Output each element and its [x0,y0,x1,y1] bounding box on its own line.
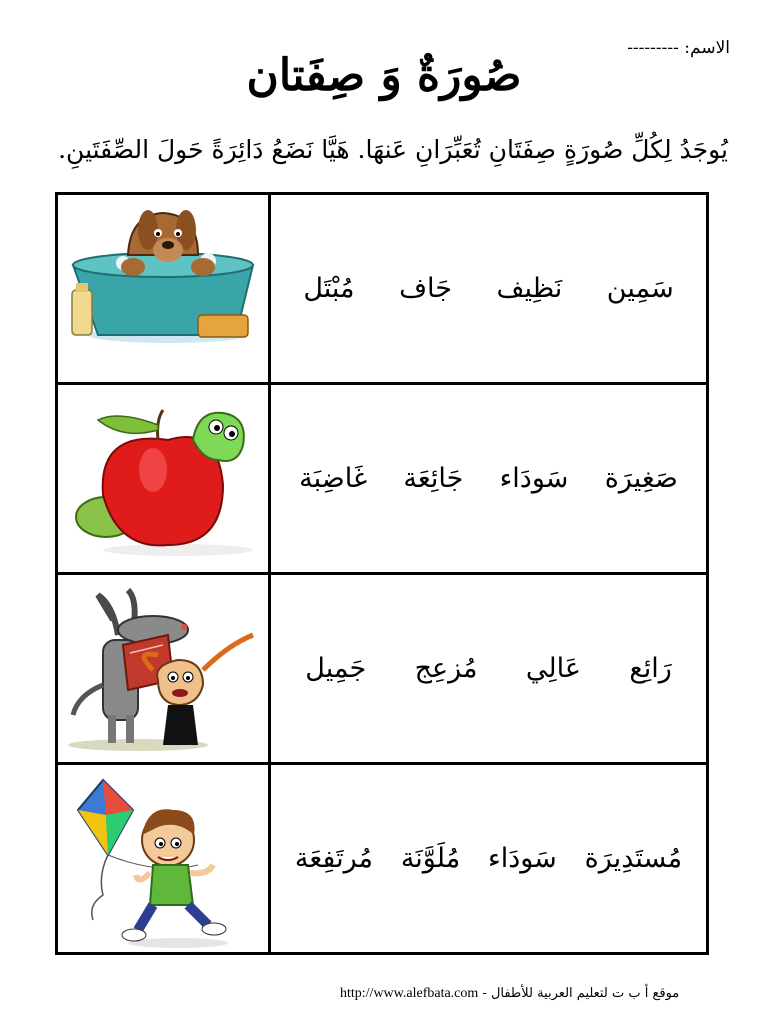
adjective-option[interactable]: جَاف [399,273,452,304]
adjective-option[interactable]: سَودَاء [488,843,557,874]
adjective-option[interactable]: مُرتَفِعَة [294,843,373,874]
footer-url[interactable]: http://www.alefbata.com [340,986,479,1001]
table-row [58,385,706,575]
picture-cell [58,195,271,382]
adjective-option[interactable]: رَائِع [629,653,672,684]
picture-cell [58,765,271,952]
adjective-option[interactable]: جَمِيل [305,653,367,684]
adjective-option[interactable]: مُزعِج [414,653,478,684]
adjective-option[interactable]: عَالِي [525,653,581,684]
adjective-list [271,765,706,952]
apple-with-worm-icon [58,385,268,572]
page-title: صُورَةٌ وَ صِفَتان [246,50,522,101]
adjective-option[interactable]: غَاضِبَة [299,463,368,494]
adjective-option[interactable]: نَظِيف [496,273,563,304]
worksheet-table [55,192,709,955]
name-field-label: الاسم: --------- [627,38,730,58]
adjective-option[interactable]: صَغِيرَة [604,463,678,494]
table-row [58,195,706,385]
picture-cell [58,575,271,762]
adjective-option[interactable]: مُستَدِيرَة [584,843,683,874]
table-row [58,575,706,765]
adjective-option[interactable]: سَودَاء [499,463,569,494]
donkey-singing-girl-icon [58,575,268,762]
picture-cell [58,385,271,572]
adjective-list [271,195,706,382]
adjective-list [271,385,706,572]
footer [340,986,740,1002]
adjective-list [271,575,706,762]
instruction-text: يُوجَدُ لِكُلِّ صُورَةٍ صِفَتَانِ تُعَبِّرَانِ عَنهَا. هَيَّا نَضَعُ دَائِرَةً حَولَ الصِّفَتَينِ. [58,135,728,164]
dog-in-bathtub-icon [58,195,268,382]
table-row [58,765,706,952]
adjective-option[interactable]: سَمِين [606,273,674,304]
adjective-option[interactable]: مُبْتَل [303,273,355,304]
footer-site-name: موقع أ ب ت لتعليم العربية للأطفال - [482,986,680,1001]
adjective-option[interactable]: مُلَوَّنَة [400,843,461,874]
boy-with-kite-icon [58,765,268,952]
adjective-option[interactable]: جَائِعَة [403,463,464,494]
